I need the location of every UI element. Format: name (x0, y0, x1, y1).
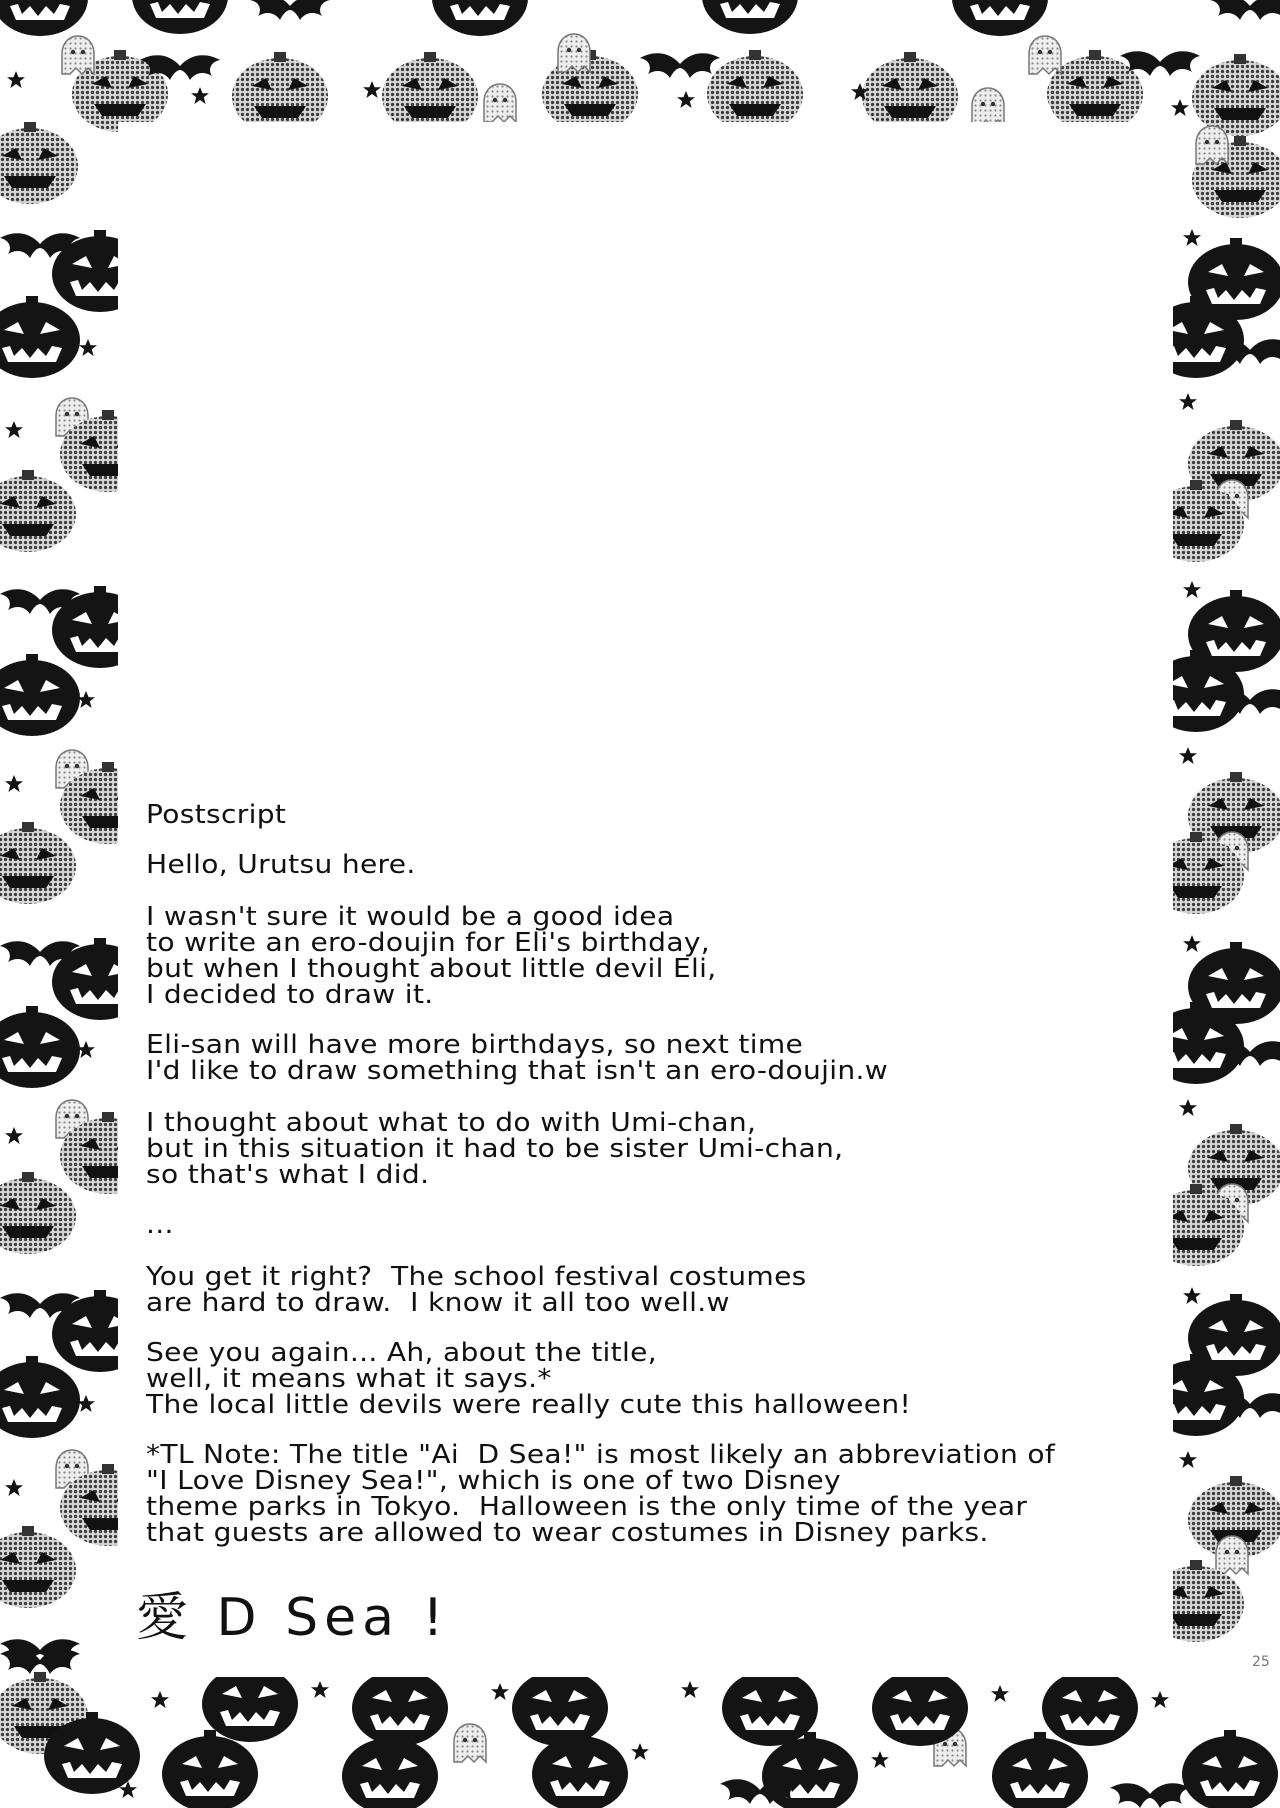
star-icon (871, 1751, 889, 1768)
ghost-icon (454, 1724, 486, 1762)
page-number: 25 (1252, 1654, 1270, 1670)
pumpkin-icon (0, 1006, 80, 1088)
star-icon (151, 1691, 169, 1708)
postscript-paragraph: I wasn't sure it would be a good idea to write an ero-doujin for Eli's birthday, but when I thought about little devil Eli, I decided to draw it. (146, 902, 717, 1010)
bat-icon (1110, 1783, 1190, 1808)
postscript-paragraph: ... (146, 1210, 174, 1240)
pumpkin-icon (0, 1356, 80, 1438)
title-logo: 愛 D Sea ! (136, 1588, 450, 1648)
pumpkin-icon (132, 0, 228, 34)
pumpkin-icon (952, 0, 1048, 36)
pumpkin-icon (0, 654, 80, 736)
postscript-paragraph: Hello, Urutsu here. (146, 850, 416, 880)
star-icon (1179, 747, 1197, 764)
star-icon (7, 71, 25, 88)
star-icon (1171, 99, 1189, 116)
postscript-paragraph: You get it right? The school festival costumes are hard to draw. I know it all too well.w (146, 1262, 807, 1318)
ghost-icon (484, 84, 516, 122)
pumpkin-icon (0, 822, 76, 904)
pumpkin-icon (0, 1526, 76, 1608)
pumpkin-icon (162, 1730, 258, 1808)
star-icon (311, 1681, 329, 1698)
pumpkin-icon (0, 470, 76, 552)
star-icon (5, 775, 23, 792)
pumpkin-icon (702, 0, 798, 34)
star-icon (1179, 1099, 1197, 1116)
star-icon (491, 1683, 509, 1700)
postscript-paragraph: I thought about what to do with Umi-chan, but in this situation it had to be sister Umi-chan, so that's what I did. (146, 1108, 844, 1190)
star-icon (677, 91, 695, 108)
ghost-icon (972, 88, 1004, 126)
star-icon (1179, 1451, 1197, 1468)
pumpkin-icon (432, 0, 528, 36)
pumpkin-icon (0, 1172, 76, 1254)
tl-note: *TL Note: The title "Ai D Sea!" is most likely an abbreviation of "I Love Disney Sea!", which is one of two Disney theme parks in Tokyo. Halloween is the only time of the year that guests are allowed to wear costumes in Disney parks. (146, 1440, 1056, 1548)
pumpkin-icon (707, 50, 803, 132)
star-icon (991, 1685, 1009, 1702)
star-icon (191, 87, 209, 104)
star-icon (1151, 1691, 1169, 1708)
star-icon (363, 81, 381, 98)
pumpkin-icon (0, 0, 88, 36)
postscript-paragraph: Eli-san will have more birthdays, so next time I'd like to draw something that isn't an ero-doujin.w (146, 1030, 889, 1086)
star-icon (79, 339, 97, 356)
star-icon (631, 1743, 649, 1760)
pumpkin-icon (0, 296, 80, 378)
star-icon (1179, 393, 1197, 410)
border-top (0, 0, 1280, 136)
star-icon (1183, 581, 1201, 598)
ghost-icon (1216, 1536, 1248, 1574)
pumpkin-icon (342, 1732, 438, 1808)
bat-icon (1210, 0, 1280, 20)
postscript-heading: Postscript (146, 800, 287, 830)
ghost-icon (1196, 126, 1228, 164)
star-icon (681, 1681, 699, 1698)
star-icon (5, 1479, 23, 1496)
pumpkin-icon (1182, 1730, 1278, 1808)
star-icon (5, 1127, 23, 1144)
star-icon (1183, 229, 1201, 246)
star-icon (5, 421, 23, 438)
star-icon (1183, 1287, 1201, 1304)
ghost-icon (62, 36, 94, 74)
postscript-paragraph: See you again... Ah, about the title, well, it means what it says.* The local little devils were really cute this halloween! (146, 1338, 912, 1420)
pumpkin-icon (1192, 54, 1280, 136)
ghost-icon (1029, 36, 1061, 74)
bat-icon (640, 53, 720, 78)
bat-icon (250, 0, 330, 20)
ghost-icon (558, 34, 590, 72)
star-icon (1183, 935, 1201, 952)
pumpkin-icon (0, 122, 78, 204)
